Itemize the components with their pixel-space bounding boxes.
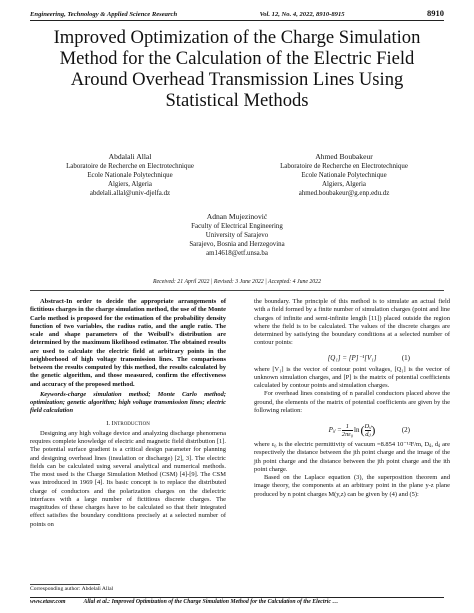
footnote-rule	[30, 584, 100, 585]
affiliation-line: Ecole Nationale Polytechnique	[301, 172, 387, 179]
corresponding-author: Corresponding author: Abdelali Allal	[30, 586, 114, 592]
affiliation-line: Algiers, Algeria	[107, 181, 152, 188]
equation-2: Pᵢⱼ = $\frac{1}{\text{2πε₀}}$ ln ( $\frac{\text{Dᵢⱼ}}{\text{dᵢⱼ}}$ ) (2)	[328, 422, 410, 438]
ratio-numerator: Dᵢⱼ	[364, 422, 372, 430]
author-2	[244, 152, 444, 198]
footer-citation: Allal et al.: Improved Optimization of the Charge Simulation Method for the Calculation of the Electric …	[83, 599, 339, 605]
header-rule	[30, 20, 444, 21]
journal-url[interactable]: www.etasr.com	[30, 599, 66, 605]
equation-2-ratio	[365, 423, 372, 438]
title-line: Statistical Methods	[165, 90, 309, 111]
volume-info: Vol. 12, No. 4, 2022, 8910-8915	[259, 11, 345, 18]
affiliation-line: University of Sarajevo	[205, 232, 269, 239]
page-number: 8910	[426, 8, 444, 18]
received-dates: Received: 21 April 2022 | Revised: 3 June 2022 | Accepted: 4 June 2022	[153, 279, 321, 285]
abstract: Abstract-In order to decide the appropriate arrangements of fictitious charges in the charge simulation method, the use of the Monte Carlo method is proposed for the estimation of the probability density function of two variables, the radius ratio, and the angle ratio. The scale and shape parameters of the Weibull's distribution are determined by the maximum likelihood estimator. The obtained results are used to calculate the electric field at arbitrary points in the neighborhood of high voltage transmission lines. The comparisons between the results computed by this method, the results calculated by the genetic algorithm, and those measured, confirm the effectiveness and accuracy of the proposed method.	[30, 298, 226, 388]
title-line: Improved Optimization of the Charge Simulation	[53, 27, 421, 48]
ratio-denominator: dᵢⱼ	[365, 430, 371, 438]
affiliation-line: Faculty of Electrical Engineering	[191, 223, 283, 230]
paper-title	[30, 27, 444, 111]
equation-2-number: (2)	[401, 425, 410, 434]
body-paragraph: where [V₁] is the vector of contour point voltages, [Q₁] is the vector of unknown simulation charges, and [P] is the matrix of potential coefficients calculated by contour points and simulation charges.	[254, 365, 450, 389]
affiliation-line: Ecole Nationale Polytechnique	[87, 172, 173, 179]
equation-1-body: [Q₁] = [P]⁻¹[V₁]	[327, 354, 377, 363]
author-name: Abdalali Allal	[108, 152, 152, 161]
log-operator: ln	[354, 425, 360, 434]
body-paragraph: Based on the Laplace equation (3), the superposition theorem and image theory, the components at an arbitrary point in the plane y-z plane produced by n point charges M(y,z) can be given by (4) and (5):	[254, 474, 450, 498]
received-rule	[30, 290, 444, 291]
equation-1-number: (1)	[401, 354, 410, 363]
affiliation-line: Laboratoire de Recherche en Electrotechnique	[280, 163, 408, 170]
keywords: Keywords-charge simulation method; Monte Carlo method; optimization; genetic algorithm; high voltage transmission lines; electric field calculation	[30, 390, 226, 415]
coefficient-numerator: 1	[345, 422, 349, 430]
equation-1	[254, 352, 450, 366]
equation-2-coefficient	[342, 423, 353, 438]
title-line: Method for the Calculation of the Electric Field	[59, 48, 415, 69]
body-paragraph: the boundary. The principle of this method is to simulate an actual field with a field formed by a finite number of simulation charges (point and line charges of infinite and semi-infinite length [11]) placed outside the region where the field is to be calculated. The values of the discrete charges are determined by satisfying the boundary conditions at a selected number of contour points:	[254, 298, 450, 347]
equation-2-lhs: Pᵢⱼ =	[328, 425, 342, 434]
footer-rule	[30, 597, 444, 598]
author-email: am14618@etf.unsa.ba	[206, 250, 268, 257]
affiliation-line: Sarajevo, Bosnia and Herzegovina	[189, 241, 285, 248]
affiliation-line: Algiers, Algeria	[321, 181, 366, 188]
body-paragraph: where ε₀ is the electric permittivity of vacuum =8.854 10⁻¹²F/m, Dᵢⱼ, dᵢⱼ are respectively the distance between the jth point charge and the image of the jth point charge and the distance between the jth point charge and the ith point charge.	[254, 441, 450, 473]
author-email: abdelali.allal@univ-djelfa.dz	[89, 190, 171, 197]
body-paragraph: For overhead lines consisting of n parallel conductors placed above the ground, the elements of the matrix of potential coefficients are given by the following relation:	[254, 390, 450, 414]
intro-paragraph: Designing any high voltage device and analyzing discharge phenomena requires complete knowledge of electric and magnetic field distribution [1]. The potential surface gradient is a critical design parameter for planning and designing overhead lines (insulation or discharge) [2], 3]. The electric fields can be calculated using several analytical and numerical methods. The most used is the Charge Simulation Method (CSM) [4]-[9]. The CSM was introduced in 1969 [4]. Its basic concept is to replace the distributed charge of conductors and the polarization charges on the dielectric interfaces with a large number of fictitious discrete charges. The magnitudes of these charges have to be calculated so that their integrated effect satisfies the boundary conditions precisely at a selected number of points on	[30, 429, 226, 528]
author-email: ahmed.boubakeur@g.enp.edu.dz	[298, 190, 390, 197]
author-name: Adnan Mujezinović	[206, 212, 268, 221]
author-3	[137, 212, 337, 258]
left-column	[30, 298, 226, 529]
section-heading: I. Introduction	[106, 419, 150, 427]
coefficient-denominator: 2πε₀	[341, 430, 354, 438]
page-footer	[30, 599, 444, 605]
right-column	[254, 298, 450, 499]
journal-name: Engineering, Technology & Applied Science Research	[30, 11, 178, 18]
author-name: Ahmed Boubakeur	[315, 152, 373, 161]
title-line: Around Overhead Transmission Lines Using	[70, 69, 404, 90]
affiliation-line: Laboratoire de Recherche en Electrotechnique	[66, 163, 194, 170]
page-header	[30, 4, 444, 18]
author-1	[30, 152, 230, 198]
